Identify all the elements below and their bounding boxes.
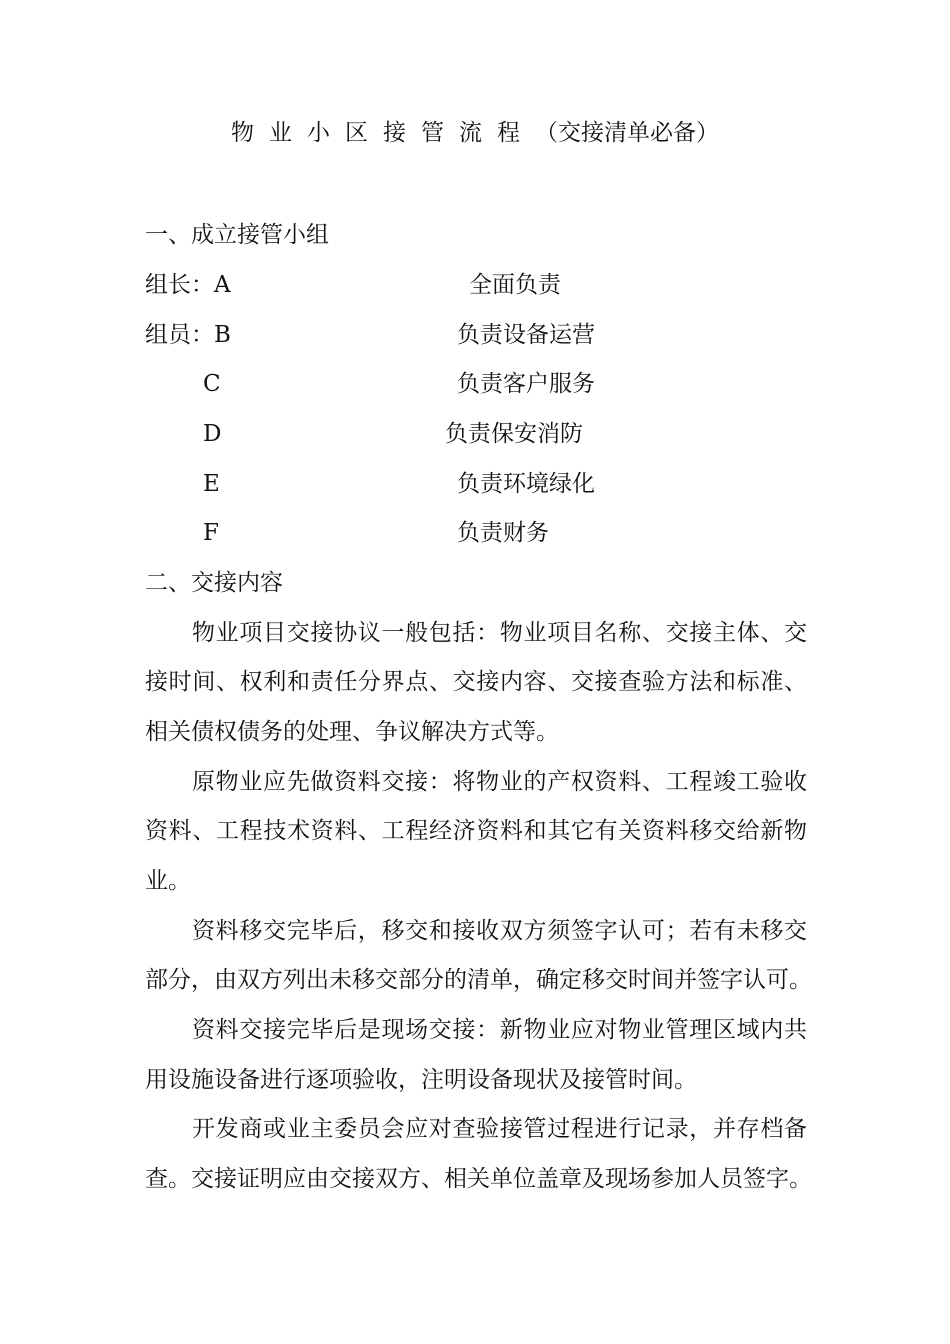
- paragraph-line: 业。: [145, 868, 191, 894]
- paragraph-line: 相关债权债务的处理、争议解决方式等。: [145, 719, 559, 745]
- member-duty: 负责保安消防: [445, 421, 583, 447]
- member-duty: 负责设备运营: [457, 322, 595, 348]
- title-main: 物业小区接管流程: [231, 120, 535, 146]
- member-label: 组长：A: [145, 272, 231, 298]
- member-label: C: [203, 371, 221, 397]
- paragraph-line: 原物业应先做资料交接：将物业的产权资料、工程竣工验收: [192, 769, 807, 795]
- document-title: [0, 118, 950, 148]
- member-duty: 负责财务: [457, 520, 549, 546]
- paragraph-line: 物业项目交接协议一般包括：物业项目名称、交接主体、交: [192, 620, 807, 646]
- section1-heading: 一、成立接管小组: [145, 222, 329, 248]
- title-suffix: （交接清单必备）: [535, 120, 719, 146]
- paragraph-line: 资料、工程技术资料、工程经济资料和其它有关资料移交给新物: [145, 818, 807, 844]
- paragraph-line: 部分，由双方列出未移交部分的清单，确定移交时间并签字认可。: [145, 967, 812, 993]
- paragraph-line: 资料移交完毕后，移交和接收双方须签字认可；若有未移交: [192, 918, 807, 944]
- section2-heading: 二、交接内容: [145, 570, 283, 596]
- member-label: 组员：B: [145, 322, 231, 348]
- member-label: F: [203, 520, 219, 546]
- paragraph-line: 查。交接证明应由交接双方、相关单位盖章及现场参加人员签字。: [145, 1166, 812, 1192]
- member-label: D: [203, 421, 222, 447]
- paragraph-line: 资料交接完毕后是现场交接：新物业应对物业管理区域内共: [192, 1017, 807, 1043]
- member-duty: 全面负责: [469, 272, 561, 298]
- member-label: E: [203, 471, 220, 497]
- member-duty: 负责客户服务: [457, 371, 595, 397]
- paragraph-line: 开发商或业主委员会应对查验接管过程进行记录，并存档备: [192, 1116, 807, 1142]
- paragraph-line: 用设施设备进行逐项验收，注明设备现状及接管时间。: [145, 1067, 697, 1093]
- paragraph-line: 接时间、权利和责任分界点、交接内容、交接查验方法和标准、: [145, 669, 807, 695]
- member-duty: 负责环境绿化: [457, 471, 595, 497]
